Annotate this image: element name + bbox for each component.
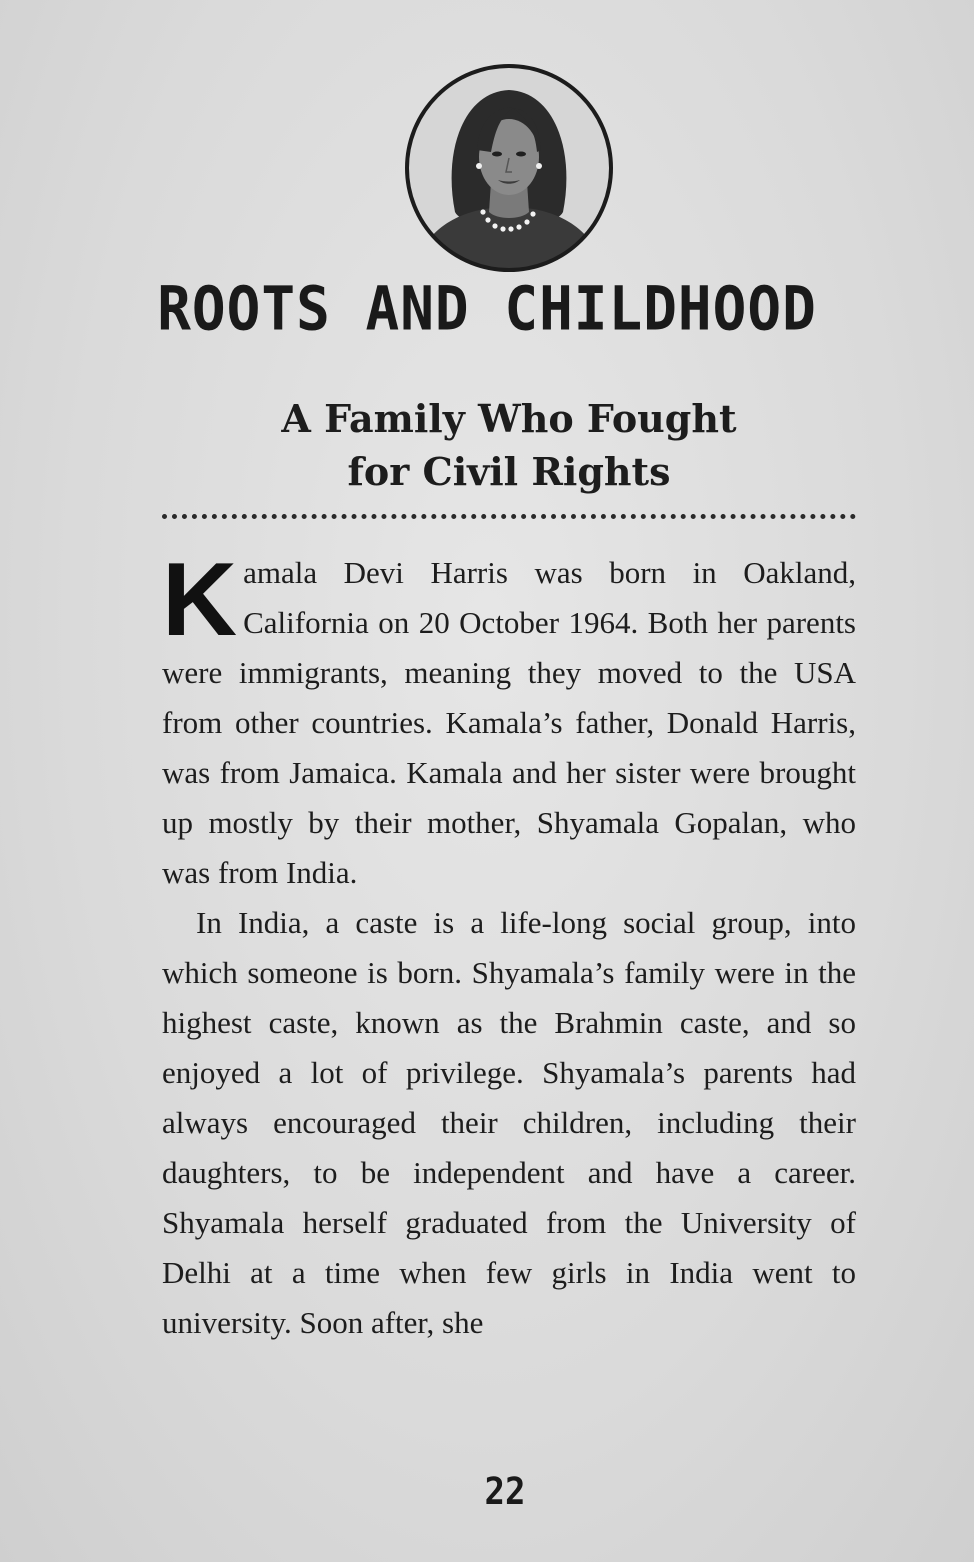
subtitle-line-2: for Civil Rights <box>347 449 671 494</box>
section-subtitle <box>0 392 974 498</box>
page-number: 22 <box>484 1470 526 1514</box>
body-text <box>162 542 856 1348</box>
chapter-title: ROOTS AND CHILDHOOD <box>157 274 817 345</box>
paragraph-1-text: amala Devi Harris was born in Oakland, California on 20 October 1964. Both her parents were immigrants, meaning they moved to the USA from other countries. Kamala’s father, Donald Harris, was from Jamaica. Kamala and her sister were brought up mostly by their mother, Shyamala Gopalan, who was from India. <box>162 555 856 890</box>
subtitle-line-1: A Family Who Fought <box>281 396 737 441</box>
drop-cap: K <box>162 542 238 658</box>
paragraph-1 <box>162 542 856 898</box>
paragraph-2: In India, a caste is a life-long social group, into which someone is born. Shyamala’s family were in the highest caste, known as the Brahmin caste, and so enjoyed a lot of privilege. Shyamala’s parents had always encouraged their children, including their daughters, to be independent and have a career. Shyamala herself graduated from the University of Delhi at a time when few girls in India went to university. Soon after, she <box>162 905 856 1340</box>
dotted-divider <box>162 514 856 519</box>
woman-portrait-icon <box>403 62 615 274</box>
